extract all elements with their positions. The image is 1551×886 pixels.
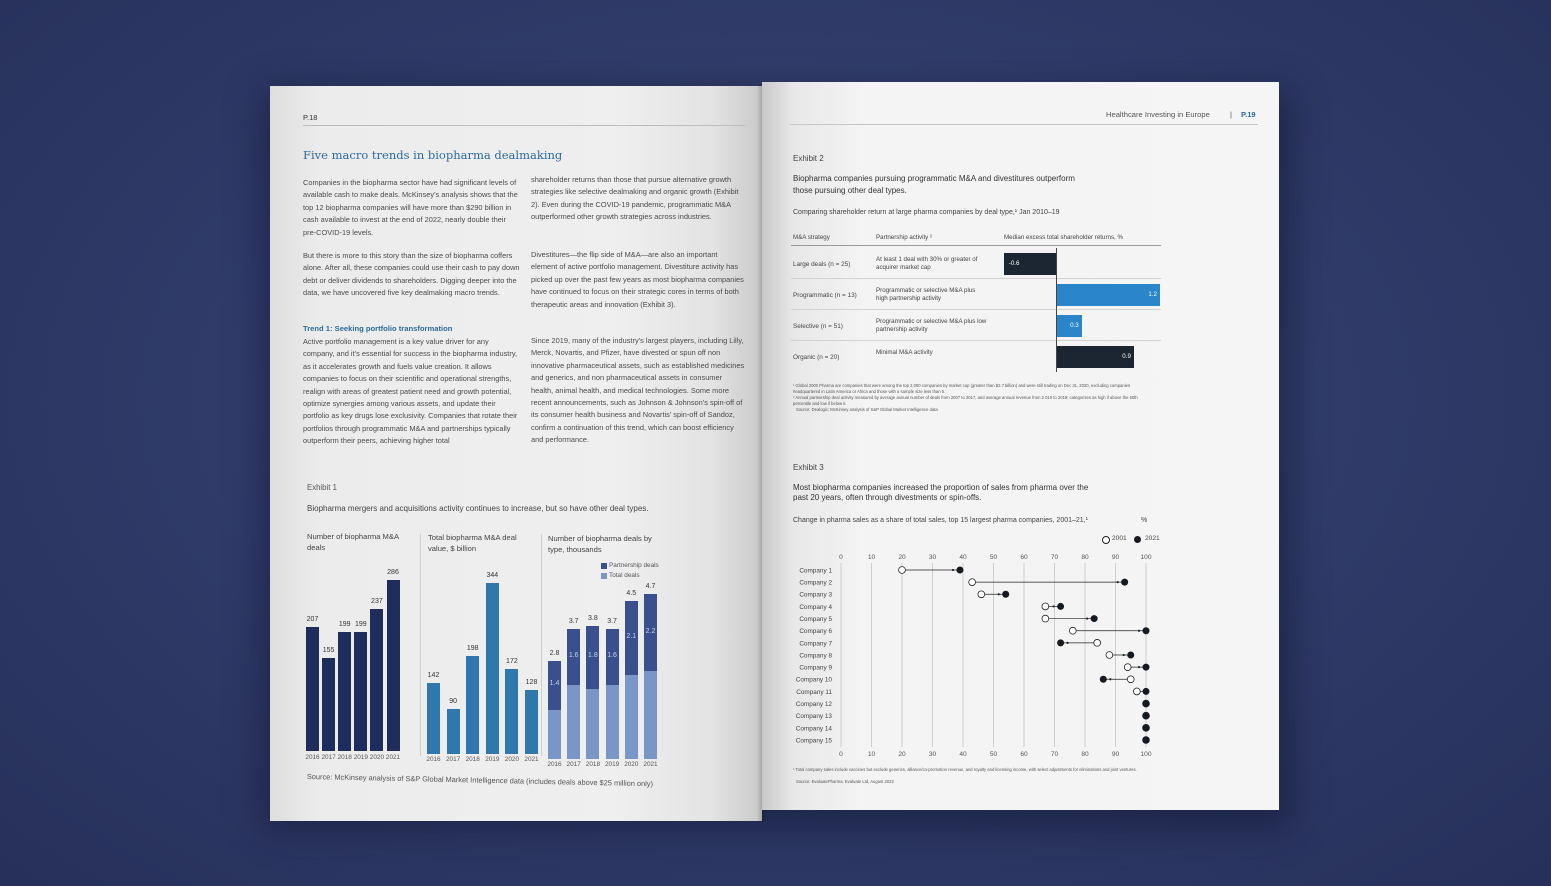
footnote: Source: Dealogic; McKinsey analysis of S&P Global Market Intelligence data xyxy=(796,407,938,412)
point-2021 xyxy=(1127,652,1134,659)
point-2001 xyxy=(969,579,976,586)
data-label: 0.9 xyxy=(1122,353,1131,360)
category-label: Company 10 xyxy=(795,676,832,684)
arrow-tip xyxy=(1138,630,1140,632)
header-separator: | xyxy=(1230,110,1232,119)
data-label: 2.2 xyxy=(645,627,656,635)
point-2021 xyxy=(1121,579,1128,586)
exhibit-title: Most biopharma companies increased the proportion of sales from pharma over the past 20 years, often through divestments or spin-offs. xyxy=(793,483,1089,502)
bar xyxy=(338,632,351,751)
tick-label: 2016 xyxy=(547,761,562,768)
bar xyxy=(525,690,538,754)
data-label: 1.4 xyxy=(549,680,560,688)
legend-swatch xyxy=(601,573,607,579)
chart-title: Number of biopharma M&A deals xyxy=(307,532,399,552)
tick-label: 10 xyxy=(867,751,876,758)
table-row-activity: Programmatic or selective M&A plus low partnership activity xyxy=(876,318,987,333)
tick-label: 80 xyxy=(1081,751,1089,758)
tick-label: 2016 xyxy=(426,756,441,763)
arrow-tip xyxy=(1053,605,1055,607)
data-label: 3.7 xyxy=(607,618,617,626)
tick-label: 50 xyxy=(989,554,998,561)
tick-label: 20 xyxy=(898,554,906,561)
legend-label: 2021 xyxy=(1145,535,1160,542)
category-label: Company 14 xyxy=(795,725,832,733)
data-label: 3.7 xyxy=(568,618,579,626)
tick-label: 2021 xyxy=(643,761,658,768)
data-label: 199 xyxy=(338,621,351,629)
body-paragraph: Active portfolio management is a key value driver for any company, and it’s essential for success in the biopharma industry, as it accelerates growth and fuels value creation. It allows companies to focus on their scientific and operational strengths, realign with areas of greatest patient need and growth potential, optimize synergies among various assets, and update their portfolio as key drugs lose exclusivity. Companies that rotate their portfolios through programmatic M&A and partnerships typically outperform their peers, achieving higher total xyxy=(303,337,518,446)
data-label: 4.7 xyxy=(645,583,656,590)
table-row-activity: Programmatic or selective M&A plus high partnership activity xyxy=(876,287,976,302)
point-2001 xyxy=(1094,639,1101,646)
point-2021 xyxy=(1143,737,1150,744)
bar xyxy=(354,632,367,751)
data-label: 198 xyxy=(466,644,479,652)
source-note: Source: McKinsey analysis of S&P Global Market Intelligence data (includes deals above $25 million only) xyxy=(306,772,654,789)
footnote: ² Annual partnership deal activity measured by average annual number of deals from 2007 to 2017, and average annual revenue from 2 010 to 2019; categorizes as high if above the 50th percentile and low if below it. xyxy=(793,395,1138,406)
point-2021 xyxy=(1057,639,1064,646)
tick-label: 2017 xyxy=(445,756,461,763)
tick-label: 70 xyxy=(1050,751,1059,758)
legend-label: 2001 xyxy=(1112,535,1127,542)
tick-label: 2018 xyxy=(465,756,480,763)
bar xyxy=(486,583,499,754)
tick-label: 2018 xyxy=(337,754,352,761)
tick-label: 70 xyxy=(1050,554,1059,561)
data-label: 172 xyxy=(506,657,518,665)
tick-label: 2018 xyxy=(585,761,600,768)
chart-title: Total biopharma M&A deal value, $ billion xyxy=(428,533,517,553)
column-header: Partnership activity ² xyxy=(876,234,933,241)
exhibit-subtitle: Comparing shareholder return at large pharma companies by deal type,¹ Jan 2010–19 xyxy=(793,209,1060,216)
point-2001 xyxy=(1042,603,1049,610)
tick-label: 2019 xyxy=(604,761,620,768)
legend-label: Partnership deals xyxy=(609,562,659,569)
category-label: Company 5 xyxy=(799,615,832,623)
tick-label: 2019 xyxy=(485,756,500,763)
point-2001 xyxy=(978,591,985,598)
exhibit-title: Biopharma mergers and acquisitions activity continues to increase, but so have other deal types. xyxy=(307,504,649,513)
exhibit-label: Exhibit 3 xyxy=(793,463,824,472)
category-label: Company 2 xyxy=(799,579,832,587)
exhibit-title: Biopharma companies pursuing programmatic M&A and divestitures outperform those pursuing other deal types. xyxy=(793,174,1075,195)
arrow-tip xyxy=(1123,654,1125,656)
category-label: Company 11 xyxy=(796,688,832,696)
bar xyxy=(322,658,335,751)
tick-label: 0 xyxy=(839,751,843,758)
category-label: Company 4 xyxy=(799,603,832,611)
point-2021 xyxy=(1143,700,1150,707)
table-row-strategy: Selective (n = 51) xyxy=(793,323,843,330)
tick-label: 80 xyxy=(1081,554,1089,561)
category-label: Company 3 xyxy=(799,591,832,599)
data-label: 155 xyxy=(322,647,335,655)
header-rule xyxy=(303,125,745,126)
arrow-tip xyxy=(1117,581,1119,583)
body-paragraph: shareholder returns than those that pursue alternative growth strategies like selective dealmaking and organic growth (Exhibit 2). Even during the COVID-19 pandemic, programmatic M&A outperformed other growth strategies across industries. xyxy=(531,175,739,222)
data-label: 4.5 xyxy=(626,590,637,598)
tick-label: 2017 xyxy=(321,754,336,761)
tick-label: 2019 xyxy=(353,754,368,761)
exhibit-label: Exhibit 1 xyxy=(307,483,337,492)
point-2021 xyxy=(956,567,963,574)
chart-divider xyxy=(541,534,542,756)
category-label: Company 7 xyxy=(799,640,832,648)
tick-label: 60 xyxy=(1020,554,1028,561)
bar xyxy=(466,656,479,754)
point-2021 xyxy=(1143,688,1150,695)
exhibit-label: Exhibit 2 xyxy=(793,154,824,163)
category-label: Company 12 xyxy=(795,700,832,708)
data-label: 1.8 xyxy=(588,652,598,660)
data-label: 344 xyxy=(486,572,499,579)
data-label: 142 xyxy=(427,672,440,680)
exhibit3-dumbbell-chart xyxy=(762,82,1279,810)
table-row-strategy: Large deals (n = 25) xyxy=(793,261,851,268)
bar xyxy=(370,609,383,751)
page-number: P.18 xyxy=(303,113,318,122)
left-page xyxy=(270,86,762,821)
data-label: 286 xyxy=(387,569,399,576)
tick-label: 2020 xyxy=(369,754,384,761)
data-label: 2.8 xyxy=(549,649,560,657)
exhibit-subtitle: Change in pharma sales as a share of total sales, top 15 largest pharma companies, 2001–21,¹ xyxy=(793,517,1088,524)
category-label: Company 1 xyxy=(799,567,832,575)
bar xyxy=(427,683,440,754)
data-label: 1.2 xyxy=(1148,291,1157,298)
point-2001 xyxy=(1124,664,1131,671)
footnote: Source: EvaluatePharma, Evaluate Ltd, August 2022 xyxy=(796,779,894,784)
tick-label: 90 xyxy=(1111,751,1120,758)
article-title: Five macro trends in biopharma dealmaking xyxy=(303,148,563,162)
point-2001 xyxy=(1106,652,1113,659)
bar xyxy=(505,669,518,755)
point-2021 xyxy=(1091,615,1098,622)
table-row-activity: Minimal M&A activity xyxy=(876,349,933,356)
column-header: Median excess total shareholder returns, % xyxy=(1004,234,1123,241)
right-page xyxy=(762,82,1279,810)
tick-label: 30 xyxy=(928,554,937,561)
trend-heading: Trend 1: Seeking portfolio transformation xyxy=(303,324,453,333)
bar xyxy=(387,580,400,751)
category-label: Company 8 xyxy=(799,652,832,660)
legend-swatch xyxy=(601,563,607,569)
chart-title: Number of biopharma deals by type, thousands xyxy=(548,534,652,554)
arrow-tip xyxy=(1138,666,1140,668)
tick-label: 2021 xyxy=(524,756,539,763)
point-2021 xyxy=(1002,591,1009,598)
data-label: 3.8 xyxy=(588,614,598,622)
tick-label: 2016 xyxy=(305,754,320,761)
arrow-tip xyxy=(1109,678,1111,680)
point-2001 xyxy=(1127,676,1134,683)
point-2001 xyxy=(1069,627,1076,634)
category-label: Company 13 xyxy=(795,713,832,721)
point-2021 xyxy=(1143,627,1150,634)
tick-label: 50 xyxy=(989,751,998,758)
tick-label: 2020 xyxy=(624,761,639,768)
tick-label: 2020 xyxy=(504,756,519,763)
tick-label: 60 xyxy=(1020,751,1028,758)
point-2021 xyxy=(1143,712,1150,719)
point-2021 xyxy=(1143,724,1150,731)
tick-label: 40 xyxy=(959,751,967,758)
tick-label: 100 xyxy=(1140,751,1152,758)
body-paragraph: But there is more to this story than the size of biopharma coffers alone. After all, these companies could use their cash to pay down debt or deliver dividends to shareholders. Digging deeper into the data, we have uncovered five key dealmaking macro trends. xyxy=(303,251,520,298)
data-label: 0.3 xyxy=(1070,322,1079,329)
category-label: Company 9 xyxy=(799,664,832,672)
data-label: 207 xyxy=(306,616,319,624)
data-label: 199 xyxy=(354,621,367,629)
bar xyxy=(306,627,319,751)
body-paragraph: Since 2019, many of the industry’s largest players, including Lilly, Merck, Novartis, and Pfizer, have divested or spun off non innovative pharmaceutical assets, such as established medicines and generics, and non pharmaceutical assets in consumer health, animal health, and medical technologies. Some more recent announcements, such as Johnson & Johnson’s spin-off of its consumer health business and Novartis’ spin-off of Sandoz, confirm a continuation of this trend, which can boost efficiency and performance. xyxy=(531,336,745,445)
page-number: P.19 xyxy=(1241,110,1256,119)
tick-label: 20 xyxy=(898,751,906,758)
tick-label: 0 xyxy=(839,554,843,561)
tick-label: 10 xyxy=(867,554,876,561)
data-label: 128 xyxy=(525,679,538,687)
point-2021 xyxy=(1057,603,1064,610)
data-label: 90 xyxy=(449,698,457,706)
tick-label: 2017 xyxy=(566,761,581,768)
table-row-activity: At least 1 deal with 30% or greater of acquirer market cap xyxy=(876,256,978,271)
point-2021 xyxy=(1100,676,1107,683)
body-paragraph: Companies in the biopharma sector have had significant levels of available cash to make deals. McKinsey’s analysis shows that the top 12 biopharma companies will have more than $290 billion in cash available to invest at the end of 2022, nearly double their pre-COVID-19 levels. xyxy=(303,178,518,237)
tick-label: 40 xyxy=(959,554,967,561)
category-label: Company 15 xyxy=(795,737,832,745)
arrow-tip xyxy=(1067,642,1069,644)
arrow-tip xyxy=(1086,617,1088,619)
tick-label: 2021 xyxy=(385,754,401,761)
bar xyxy=(447,709,460,754)
category-label: Company 6 xyxy=(799,628,832,636)
unit-label: % xyxy=(1141,517,1148,524)
tick-label: 100 xyxy=(1140,554,1152,561)
column-header: M&A strategy xyxy=(793,234,830,241)
table-row-strategy: Organic (n = 20) xyxy=(793,354,840,361)
tick-label: 30 xyxy=(928,751,937,758)
chart-divider xyxy=(420,534,421,756)
legend-label: Total deals xyxy=(609,572,640,579)
point-2001 xyxy=(1042,615,1049,622)
data-label: 237 xyxy=(371,598,383,606)
table-row-strategy: Programmatic (n = 13) xyxy=(793,292,857,299)
footnote: ¹ Total company sales include vaccines but exclude generics, alliance/co-promotion revenue, and royalty and licensing income, with select adjustments for eliminations and joint ventures. xyxy=(793,767,1137,772)
data-label: -0.6 xyxy=(1008,260,1020,267)
footnote: ¹ Global 2000 Pharma are companies that were among the top 2,000 companies by market cap (greater than $2.7 billion) and were still trading on Dec 31, 2020, excluding companies headquartered in Latin America or Africa and those with a sample size less than 5. xyxy=(793,383,1131,394)
data-label: 1.6 xyxy=(607,652,617,660)
body-paragraph: Divestitures—the flip side of M&A—are also an important element of active portfolio management. Divestiture activity has picked up over the past few years as most biopharma companies have continued to focus on their strategic cores in terms of both therapeutic areas and innovation (Exhibit 3). xyxy=(531,250,744,309)
point-2001 xyxy=(1133,688,1140,695)
tick-label: 90 xyxy=(1111,554,1120,561)
point-2021 xyxy=(1143,664,1150,671)
data-label: 1.6 xyxy=(568,652,579,660)
point-2001 xyxy=(899,567,906,574)
arrow-tip xyxy=(998,593,1000,595)
data-label: 2.1 xyxy=(626,632,637,640)
arrow-tip xyxy=(952,569,954,571)
running-header: Healthcare Investing in Europe xyxy=(1106,110,1210,119)
